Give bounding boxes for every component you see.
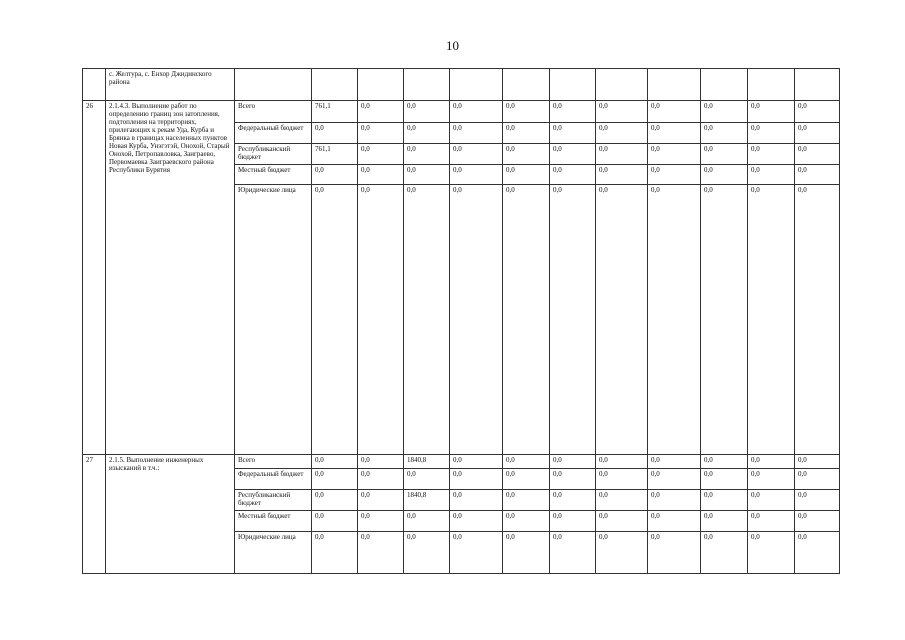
value-cell: 0,0 [312,511,358,532]
value-cell: 0,0 [795,144,840,165]
value-cell: 0,0 [701,123,748,144]
row-number-cell: 26 [83,101,106,455]
value-cell: 0,0 [648,511,701,532]
value-cell: 0,0 [648,490,701,511]
value-cell: 0,0 [312,185,358,455]
value-cell: 0,0 [450,469,503,490]
empty-cell [235,69,312,101]
value-cell: 0,0 [795,101,840,123]
value-cell: 0,0 [748,123,795,144]
value-cell: 1840,8 [404,455,450,469]
value-cell: 0,0 [795,490,840,511]
funding-source-cell: Федеральный бюджет [235,123,312,144]
value-cell: 0,0 [596,469,648,490]
value-cell: 0,0 [795,532,840,574]
value-cell: 0,0 [596,101,648,123]
value-cell: 0,0 [550,101,596,123]
value-cell: 0,0 [795,123,840,144]
value-cell: 0,0 [596,532,648,574]
funding-source-cell: Республиканский бюджет [235,490,312,511]
value-cell: 0,0 [404,532,450,574]
value-cell: 0,0 [503,123,550,144]
funding-source-cell: Юридические лица [235,185,312,455]
value-cell: 0,0 [648,185,701,455]
value-cell: 0,0 [404,144,450,165]
empty-cell [503,69,550,101]
value-cell: 0,0 [596,123,648,144]
value-cell: 0,0 [648,165,701,185]
value-cell: 0,0 [450,490,503,511]
value-cell: 0,0 [503,455,550,469]
value-cell: 0,0 [550,165,596,185]
value-cell: 0,0 [596,511,648,532]
value-cell: 761,1 [312,144,358,165]
value-cell: 0,0 [312,123,358,144]
value-cell: 0,0 [795,511,840,532]
activity-name-cell: с. Желтура, с. Енхор Джидинского района [106,69,235,101]
value-cell: 0,0 [358,144,404,165]
value-cell: 0,0 [358,511,404,532]
budget-row [83,455,840,469]
value-cell: 0,0 [450,511,503,532]
empty-cell [550,69,596,101]
value-cell: 0,0 [701,101,748,123]
empty-cell [358,69,404,101]
value-cell: 0,0 [503,490,550,511]
value-cell: 0,0 [550,532,596,574]
value-cell: 0,0 [596,455,648,469]
value-cell: 0,0 [748,101,795,123]
value-cell: 0,0 [550,469,596,490]
value-cell: 0,0 [450,455,503,469]
value-cell: 0,0 [596,144,648,165]
funding-source-cell: Всего [235,455,312,469]
empty-cell [596,69,648,101]
funding-source-cell: Федеральный бюджет [235,469,312,490]
value-cell: 0,0 [404,165,450,185]
value-cell: 0,0 [450,123,503,144]
value-cell: 0,0 [701,165,748,185]
value-cell: 0,0 [358,490,404,511]
value-cell: 0,0 [450,532,503,574]
value-cell: 1840,8 [404,490,450,511]
value-cell: 0,0 [701,532,748,574]
value-cell: 0,0 [748,511,795,532]
row-number-cell [83,69,106,101]
empty-cell [748,69,795,101]
empty-cell [312,69,358,101]
value-cell: 0,0 [404,185,450,455]
value-cell: 0,0 [312,455,358,469]
value-cell: 0,0 [550,511,596,532]
value-cell: 0,0 [596,490,648,511]
funding-source-cell: Юридические лица [235,532,312,574]
value-cell: 0,0 [450,165,503,185]
value-cell: 0,0 [550,185,596,455]
value-cell: 0,0 [648,123,701,144]
value-cell: 0,0 [550,123,596,144]
value-cell: 0,0 [312,165,358,185]
value-cell: 0,0 [358,455,404,469]
value-cell: 0,0 [701,490,748,511]
value-cell: 0,0 [701,144,748,165]
budget-row [83,101,840,123]
value-cell: 0,0 [748,185,795,455]
value-cell: 0,0 [550,144,596,165]
value-cell: 0,0 [404,101,450,123]
empty-cell [795,69,840,101]
value-cell: 0,0 [358,469,404,490]
funding-source-cell: Республиканский бюджет [235,144,312,165]
activity-name-cell: 2.1.5. Выполнение инженерных изысканий в т.ч.: [106,455,235,574]
value-cell: 0,0 [503,165,550,185]
value-cell: 0,0 [701,511,748,532]
value-cell: 0,0 [795,185,840,455]
value-cell: 0,0 [701,185,748,455]
funding-table [82,68,840,574]
value-cell: 0,0 [404,511,450,532]
empty-cell [450,69,503,101]
value-cell: 0,0 [748,455,795,469]
value-cell: 0,0 [748,165,795,185]
value-cell: 0,0 [404,123,450,144]
value-cell: 0,0 [748,144,795,165]
value-cell: 0,0 [503,469,550,490]
funding-source-cell: Местный бюджет [235,511,312,532]
value-cell: 0,0 [648,532,701,574]
value-cell: 0,0 [550,490,596,511]
value-cell: 0,0 [503,101,550,123]
value-cell: 0,0 [312,490,358,511]
value-cell: 0,0 [450,185,503,455]
value-cell: 0,0 [450,101,503,123]
page-number: 10 [446,38,459,53]
value-cell: 0,0 [648,101,701,123]
value-cell: 0,0 [503,532,550,574]
value-cell: 0,0 [450,144,503,165]
funding-source-cell: Всего [235,101,312,123]
value-cell: 0,0 [312,469,358,490]
value-cell: 0,0 [358,165,404,185]
value-cell: 0,0 [795,165,840,185]
value-cell: 0,0 [748,490,795,511]
value-cell: 0,0 [503,511,550,532]
value-cell: 0,0 [312,532,358,574]
value-cell: 0,0 [503,144,550,165]
value-cell: 0,0 [701,469,748,490]
value-cell: 0,0 [404,469,450,490]
value-cell: 0,0 [648,144,701,165]
value-cell: 0,0 [648,455,701,469]
funding-source-cell: Местный бюджет [235,165,312,185]
value-cell: 0,0 [503,185,550,455]
value-cell: 0,0 [358,123,404,144]
value-cell: 0,0 [358,185,404,455]
empty-cell [404,69,450,101]
value-cell: 0,0 [550,455,596,469]
value-cell: 0,0 [358,532,404,574]
value-cell: 0,0 [748,469,795,490]
value-cell: 0,0 [358,101,404,123]
value-cell: 0,0 [795,469,840,490]
value-cell: 0,0 [596,165,648,185]
activity-name-cell: 2.1.4.3. Выполнение работ по определению границ зон затопления, подтопления на территориях, прилегающих к рекам Уда, Курба и Брянка в границах населенных пунктов Новая Курба, Унэгэтэй, Онохой, Старый Онохой, Петропавловка, Заиграево, Первомаевка Заиграевского района Республики Бурятия [106,101,235,455]
value-cell: 0,0 [795,455,840,469]
value-cell: 0,0 [701,455,748,469]
empty-cell [701,69,748,101]
continuation-row [83,69,840,101]
value-cell: 0,0 [596,185,648,455]
row-number-cell: 27 [83,455,106,574]
empty-cell [648,69,701,101]
value-cell: 0,0 [748,532,795,574]
value-cell: 761,1 [312,101,358,123]
value-cell: 0,0 [648,469,701,490]
